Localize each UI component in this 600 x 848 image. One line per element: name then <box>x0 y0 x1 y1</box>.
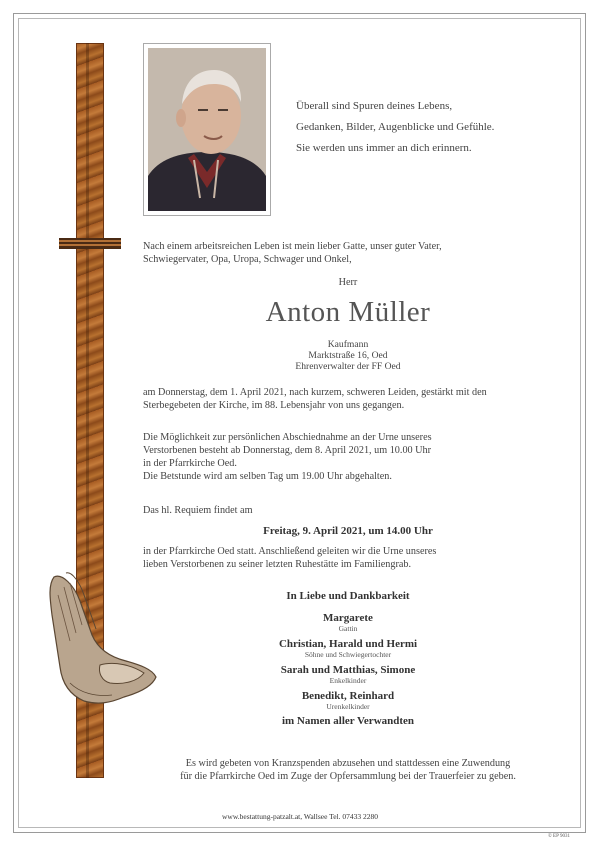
requiem-intro: Das hl. Requiem findet am <box>143 505 253 516</box>
copyright: © EP 9031 <box>548 834 570 839</box>
requiem-line: lieben Verstorbenen zu seiner letzten Ruhestätte im Familiengrab. <box>143 559 411 570</box>
mourner-role: Enkelkinder <box>329 676 367 685</box>
mourner-name: Margarete <box>323 612 373 624</box>
mourner-role: Urenkelkinder <box>326 702 370 711</box>
detail-occupation: Kaufmann <box>327 339 369 350</box>
mourner-role: Söhne und Schwiegertochter <box>304 650 392 659</box>
death-line: Sterbegebeten der Kirche, im 88. Lebensjahr von uns gegangen. <box>143 400 405 411</box>
mourner-name: Sarah und Matthias, Simone <box>280 664 416 676</box>
farewell-line: Die Betstunde wird am selben Tag um 19.00 Uhr abgehalten. <box>143 471 392 482</box>
requiem-text <box>143 545 436 571</box>
deceased-details <box>143 339 553 372</box>
intro-line: Schwiegervater, Opa, Uropa, Schwager und Onkel, <box>143 254 352 265</box>
portrait-frame <box>143 43 271 216</box>
decorative-crossbar <box>59 238 121 249</box>
intro-line: Nach einem arbeitsreichen Leben ist mein lieber Gatte, unser guter Vater, <box>143 241 442 252</box>
requiem-line: in der Pfarrkirche Oed statt. Anschließend geleiten wir die Urne unseres <box>143 546 437 557</box>
verse <box>296 96 494 159</box>
mourner-name: Benedikt, Reinhard <box>301 690 395 702</box>
salutation: Herr <box>338 277 358 288</box>
farewell-line: Verstorbenen besteht ab Donnerstag, dem 8. April 2021, um 10.00 Uhr <box>143 445 432 456</box>
praying-hands-icon <box>40 565 160 715</box>
mourner-name: Christian, Harald und Hermi <box>278 638 418 650</box>
intro-text <box>143 240 442 266</box>
requiem-date: Freitag, 9. April 2021, um 14.00 Uhr <box>263 525 433 537</box>
verse-line: Sie werden uns immer an dich erinnern. <box>296 142 472 154</box>
deceased-name: Anton Müller <box>265 296 431 328</box>
detail-address: Marktstraße 16, Oed <box>308 350 388 361</box>
detail-honor: Ehrenverwalter der FF Oed <box>295 361 401 372</box>
death-line: am Donnerstag, dem 1. April 2021, nach kurzem, schweren Leiden, gestärkt mit den <box>143 387 487 398</box>
request-line: Es wird gebeten von Kranzspenden abzusehen und stattdessen eine Zuwendung <box>185 758 511 769</box>
request-text <box>143 757 553 783</box>
farewell-line: in der Pfarrkirche Oed. <box>143 458 237 469</box>
death-text <box>143 386 487 412</box>
verse-line: Überall sind Spuren deines Lebens, <box>296 100 453 112</box>
verse-line: Gedanken, Bilder, Augenblicke und Gefühle. <box>296 121 495 133</box>
portrait-photo <box>148 48 266 211</box>
mourner-role: Gattin <box>338 624 358 633</box>
relatives-line: im Namen aller Verwandten <box>281 715 415 727</box>
mourners-list <box>143 612 553 727</box>
farewell-line: Die Möglichkeit zur persönlichen Abschiednahme an der Urne unseres <box>143 432 432 443</box>
farewell-text <box>143 431 432 483</box>
request-line: für die Pfarrkirche Oed im Zuge der Opfersammlung bei der Trauerfeier zu geben. <box>180 771 516 782</box>
footer-contact: www.bestattung-patzalt.at, Wallsee Tel. 07433 2280 <box>222 812 378 821</box>
mourners-heading: In Liebe und Dankbarkeit <box>286 590 410 602</box>
